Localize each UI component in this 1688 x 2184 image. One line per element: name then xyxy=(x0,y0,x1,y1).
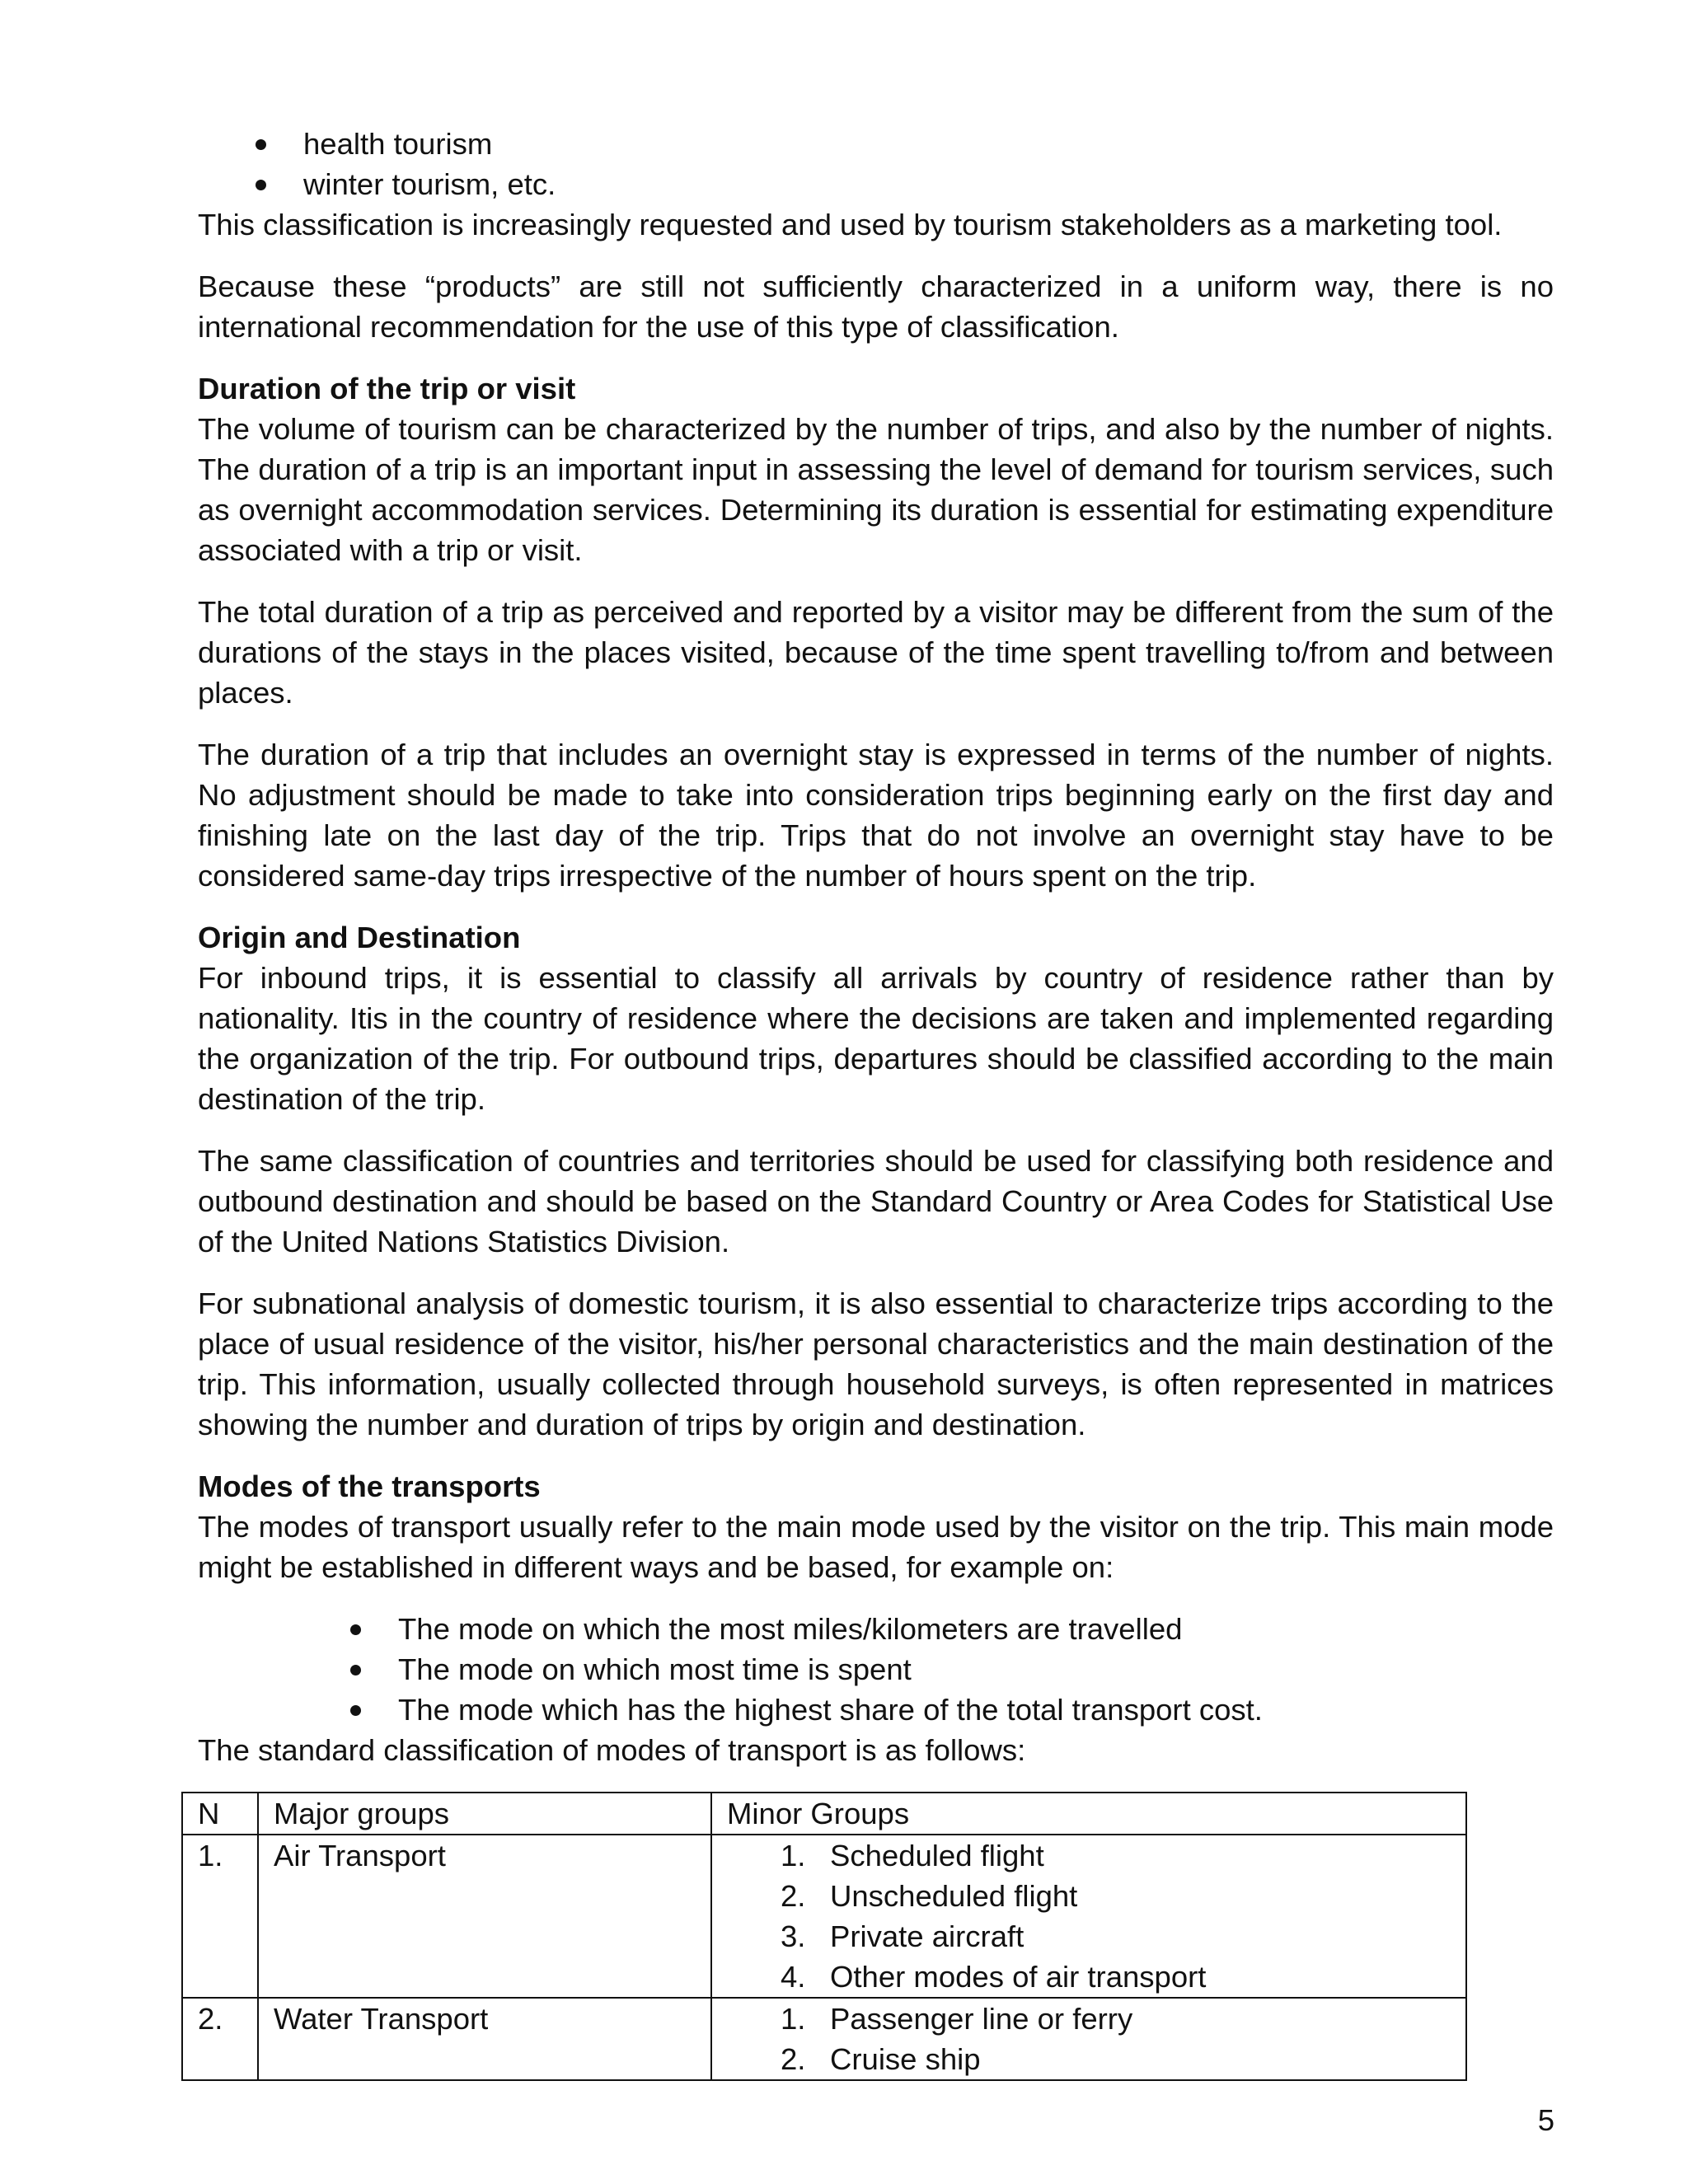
cell-major: Water Transport xyxy=(258,1998,711,2080)
paragraph-transport-2: The standard classification of modes of transport is as follows: xyxy=(198,1733,1026,1767)
list-item: The mode on which the most miles/kilometers are travelled xyxy=(350,1609,1554,1649)
cell-n: 1. xyxy=(182,1835,258,1998)
paragraph-products: Because these “products” are still not sufficiently characterized in a uniform way, there is no international recommendation for the use of this type of classification. xyxy=(198,269,1554,344)
paragraph-duration-3: The duration of a trip that includes an overnight stay is expressed in terms of the number of nights. No adjustment should be made to take into consideration trips beginning early on the first day and finishing late on the last day of the trip. Trips that do not involve an overnight stay have to be considered same-day trips irrespective of the number of hours spent on the trip. xyxy=(198,738,1554,893)
transport-mode-criteria-list xyxy=(198,1609,1554,1730)
list-item: 3. Private aircraft xyxy=(781,1919,1025,1953)
header-cell-n: N xyxy=(182,1793,258,1835)
document-page xyxy=(198,124,1554,2081)
cell-minor xyxy=(711,1835,1466,1998)
list-item: winter tourism, etc. xyxy=(256,164,1554,204)
paragraph-origin-3: For subnational analysis of domestic tourism, it is also essential to characterize trips according to the place of usual residence of the visitor, his/her personal characteristics and the main destination of the trip. This information, usually collected through household surveys, is often represented in matrices showing the number and duration of trips by origin and destination. xyxy=(198,1286,1554,1441)
table-row xyxy=(182,1835,1466,1998)
paragraph-origin-1: For inbound trips, it is essential to classify all arrivals by country of residence rather than by nationality. Itis in the country of residence where the decisions are taken and implemented regarding the organization of the trip. For outbound trips, departures should be classified according to the main destination of the trip. xyxy=(198,961,1554,1116)
minor-groups-list xyxy=(727,1835,1465,1997)
paragraph-origin-2: The same classification of countries and territories should be used for classifying both residence and outbound destination and should be based on the Standard Country or Area Codes for Statistical Use of the United Nations Statistics Division. xyxy=(198,1144,1554,1258)
heading-duration: Duration of the trip or visit xyxy=(198,372,576,405)
list-item: 1. Scheduled flight xyxy=(781,1839,1044,1872)
header-cell-minor: Minor Groups xyxy=(711,1793,1466,1835)
table-header-row xyxy=(182,1793,1466,1835)
minor-groups-list xyxy=(727,1999,1465,2079)
page-number: 5 xyxy=(1537,2103,1554,2137)
list-item: 2. Cruise ship xyxy=(781,2042,981,2076)
header-cell-major: Major groups xyxy=(258,1793,711,1835)
list-item: The mode on which most time is spent xyxy=(350,1649,1554,1690)
list-item: 4. Other modes of air transport xyxy=(781,1960,1207,1994)
heading-origin: Origin and Destination xyxy=(198,921,521,954)
cell-n: 2. xyxy=(182,1998,258,2080)
paragraph-transport-1: The modes of transport usually refer to the main mode used by the visitor on the trip. This main mode might be established in different ways and be based, for example on: xyxy=(198,1510,1554,1584)
heading-transport: Modes of the transports xyxy=(198,1469,541,1503)
list-item: 2. Unscheduled flight xyxy=(781,1879,1078,1913)
tourism-type-list xyxy=(198,124,1554,204)
paragraph-duration-1: The volume of tourism can be characterized by the number of trips, and also by the number of nights. The duration of a trip is an important input in assessing the level of demand for tourism services, such as overnight accommodation services. Determining its duration is essential for estimating expenditure associated with a trip or visit. xyxy=(198,412,1554,567)
list-item: The mode which has the highest share of the total transport cost. xyxy=(350,1690,1554,1730)
cell-major: Air Transport xyxy=(258,1835,711,1998)
transport-modes-table xyxy=(181,1792,1467,2081)
list-item: health tourism xyxy=(256,124,1554,164)
table-row xyxy=(182,1998,1466,2080)
paragraph-classification: This classification is increasingly requested and used by tourism stakeholders as a marketing tool. xyxy=(198,208,1503,241)
list-item: 1. Passenger line or ferry xyxy=(781,2002,1133,2036)
cell-minor xyxy=(711,1998,1466,2080)
paragraph-duration-2: The total duration of a trip as perceived and reported by a visitor may be different from the sum of the durations of the stays in the places visited, because of the time spent travelling to/from and between places. xyxy=(198,595,1554,710)
